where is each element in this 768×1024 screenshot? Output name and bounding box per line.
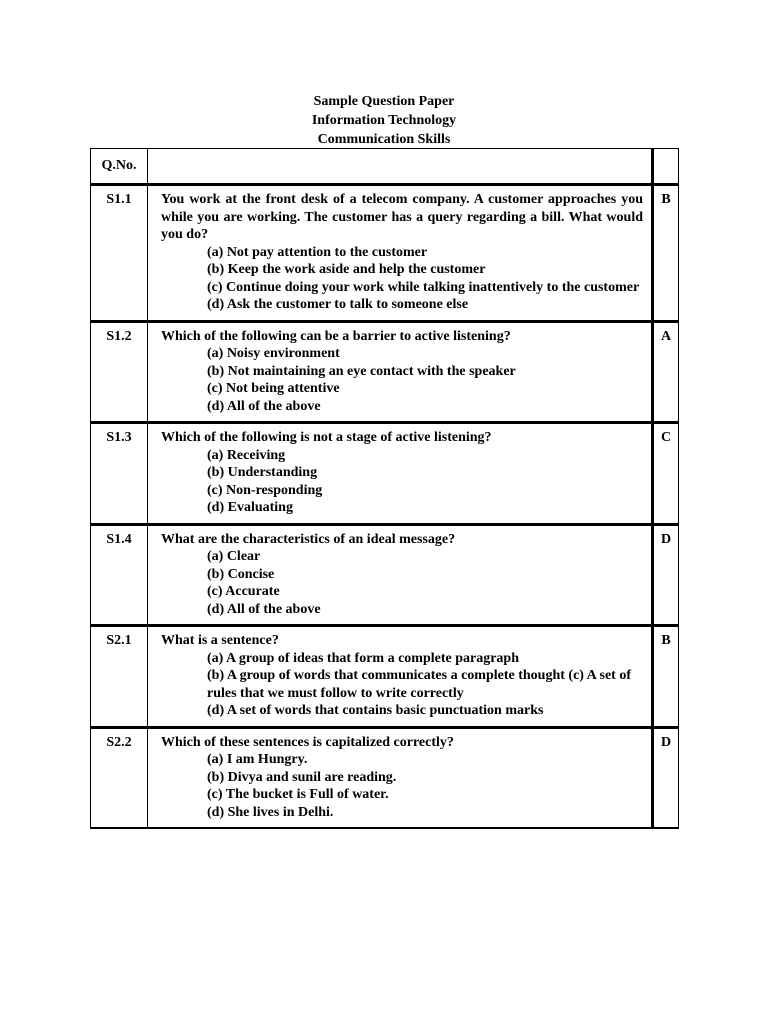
paper-subject: Information Technology — [311, 113, 457, 128]
answer-option: (b) A group of words that communicates a complete thought (c) A set of rules that we must follow to write correctly — [207, 668, 631, 701]
answer-option: (d) All of the above — [207, 398, 321, 414]
question-cell — [148, 185, 653, 322]
answer-option: (d) Evaluating — [207, 500, 293, 515]
option-list — [161, 244, 643, 314]
question-row — [91, 423, 679, 525]
question-number: S2.1 — [91, 626, 148, 728]
question-cell — [148, 626, 653, 728]
option-list — [161, 650, 643, 720]
answer-option: (a) Not pay attention to the customer — [207, 244, 428, 260]
question-row — [91, 185, 679, 322]
question-stem: You work at the front desk of a telecom company. A customer approaches you while you are working. The customer has a query regarding a bill. What would you do? — [161, 192, 643, 242]
paper-header — [0, 92, 768, 149]
paper-section: Communication Skills — [317, 132, 451, 147]
answer-option: (b) Understanding — [207, 465, 318, 480]
correct-answer: A — [653, 321, 679, 423]
correct-answer: C — [653, 423, 679, 525]
paper-title: Sample Question Paper — [313, 94, 455, 109]
answer-option: (a) A group of ideas that form a complete paragraph — [207, 650, 519, 666]
question-number: S1.2 — [91, 321, 148, 423]
question-row — [91, 321, 679, 423]
answer-option: (a) Clear — [207, 549, 261, 564]
answer-option: (b) Not maintaining an eye contact with the speaker — [207, 363, 516, 379]
correct-answer: B — [653, 626, 679, 728]
answer-option: (b) Concise — [207, 566, 275, 582]
answer-option: (b) Keep the work aside and help the customer — [207, 262, 486, 277]
question-number: S1.1 — [91, 185, 148, 322]
question-cell — [148, 423, 653, 525]
option-list — [161, 751, 643, 821]
answer-option: (a) I am Hungry. — [207, 752, 308, 767]
question-cell — [148, 321, 653, 423]
question-row — [91, 626, 679, 728]
answer-option: (d) Ask the customer to talk to someone else — [207, 297, 469, 312]
answer-column-header — [653, 149, 679, 185]
option-list — [161, 447, 643, 517]
question-number: S2.2 — [91, 727, 148, 828]
answer-option: (d) A set of words that contains basic punctuation marks — [207, 703, 544, 718]
option-list — [161, 345, 643, 415]
question-number: S1.4 — [91, 524, 148, 626]
answer-option: (d) She lives in Delhi. — [207, 804, 334, 820]
answer-option: (c) Not being attentive — [207, 381, 340, 396]
question-row — [91, 524, 679, 626]
option-list — [161, 548, 643, 618]
question-table — [90, 148, 679, 829]
correct-answer: D — [653, 524, 679, 626]
answer-option: (c) The bucket is Full of water. — [207, 787, 389, 802]
question-stem: What is a sentence? — [161, 633, 279, 648]
qno-column-header: Q.No. — [91, 149, 148, 185]
question-cell — [148, 727, 653, 828]
answer-option: (c) Non-responding — [207, 482, 323, 498]
question-stem: Which of the following is not a stage of active listening? — [161, 430, 492, 445]
question-number: S1.3 — [91, 423, 148, 525]
answer-option: (a) Receiving — [207, 447, 286, 463]
correct-answer: B — [653, 185, 679, 322]
question-column-header — [148, 149, 653, 185]
answer-option: (b) Divya and sunil are reading. — [207, 769, 397, 785]
answer-option: (d) All of the above — [207, 601, 321, 617]
answer-option: (a) Noisy environment — [207, 346, 340, 361]
answer-option: (c) Continue doing your work while talking inattentively to the customer — [207, 279, 640, 295]
question-cell — [148, 524, 653, 626]
correct-answer: D — [653, 727, 679, 828]
table-header-row — [91, 149, 679, 185]
answer-option: (c) Accurate — [207, 584, 280, 599]
question-stem: Which of these sentences is capitalized correctly? — [161, 734, 454, 750]
question-stem: What are the characteristics of an ideal message? — [161, 531, 456, 547]
question-stem: Which of the following can be a barrier to active listening? — [161, 328, 511, 344]
question-row — [91, 727, 679, 828]
